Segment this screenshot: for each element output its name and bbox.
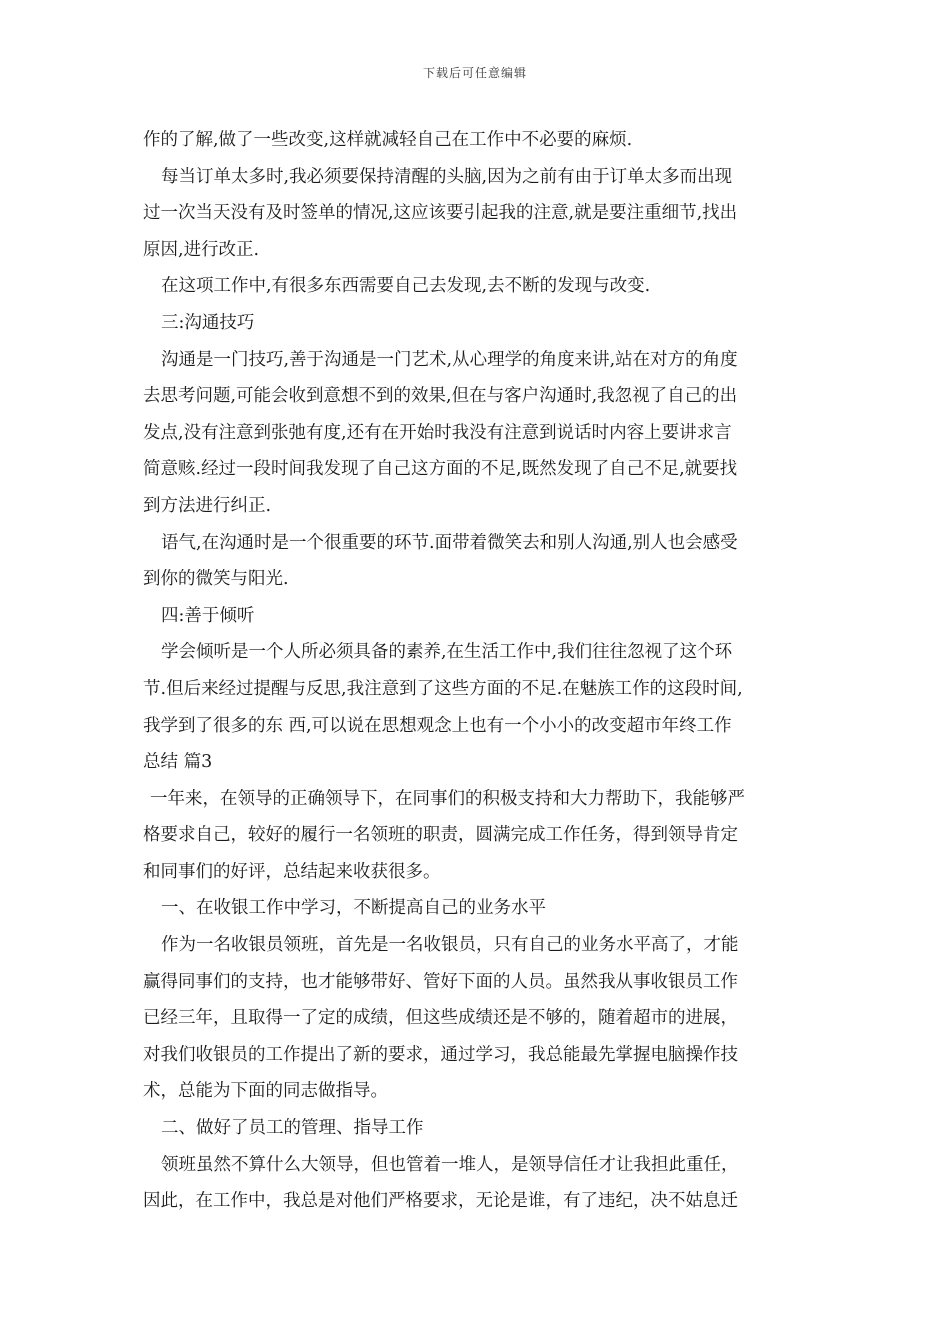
text-line: 节.但后来经过提醒与反思,我注意到了这些方面的不足.在魅族工作的这段时间,: [143, 678, 743, 699]
text-line: 因此，在工作中，我总是对他们严格要求，无论是谁，有了违纪，决不姑息迁: [143, 1191, 738, 1212]
text-line: 去思考问题,可能会收到意想不到的效果,但在与客户沟通时,我忽视了自己的出: [143, 386, 738, 407]
text-line: 过一次当天没有及时签单的情况,这应该要引起我的注意,就是要注重细节,找出: [143, 203, 738, 224]
text-line: 对我们收银员的工作提出了新的要求，通过学习，我总能最先掌握电脑操作技: [143, 1044, 738, 1065]
section-title: 总结 篇3: [143, 752, 213, 773]
text-line: 到方法进行纠正.: [143, 495, 272, 516]
text-line: 沟通是一门技巧,善于沟通是一门艺术,从心理学的角度来讲,站在对方的角度: [161, 349, 738, 370]
text-line: 术，总能为下面的同志做指导。: [143, 1081, 388, 1102]
text-line: 一年来，在领导的正确领导下，在同事们的积极支持和大力帮助下，我能够严: [150, 788, 745, 809]
section-heading: 二、做好了员工的管理、指导工作: [161, 1118, 424, 1139]
text-line: 领班虽然不算什么大领导，但也管着一堆人，是领导信任才让我担此重任，: [161, 1154, 739, 1175]
text-line: 我学到了很多的东 西,可以说在思想观念上也有一个小小的改变超市年终工作: [143, 715, 732, 736]
text-line: 发点,没有注意到张弛有度,还有在开始时我没有注意到说话时内容上要讲求言: [143, 422, 732, 443]
text-line: 原因,进行改正.: [143, 239, 260, 260]
page-header: 下载后可任意编辑: [422, 66, 527, 80]
text-line: 格要求自己，较好的履行一名领班的职责，圆满完成工作任务，得到领导肯定: [143, 825, 738, 846]
text-line: 到你的微笑与阳光.: [143, 569, 289, 590]
text-line: 学会倾听是一个人所必须具备的素养,在生活工作中,我们往往忽视了这个环: [161, 642, 733, 663]
text-line: 赢得同事们的支持，也才能够带好、管好下面的人员。虽然我从事收银员工作: [143, 971, 738, 992]
text-line: 作为一名收银员领班，首先是一名收银员，只有自己的业务水平高了，才能: [161, 935, 739, 956]
text-line: 简意赅.经过一段时间我发现了自己这方面的不足,既然发现了自己不足,就要找: [143, 459, 738, 480]
text-line: 在这项工作中,有很多东西需要自己去发现,去不断的发现与改变.: [161, 276, 651, 297]
text-line: 作的了解,做了一些改变,这样就减轻自己在工作中不必要的麻烦.: [143, 130, 633, 150]
text-line: 每当订单太多时,我必须要保持清醒的头脑,因为之前有由于订单太多而出现: [161, 166, 733, 187]
text-line: 已经三年，且取得一了定的成绩，但这些成绩还是不够的，随着超市的进展，: [143, 1008, 738, 1029]
section-heading: 三:沟通技巧: [161, 312, 255, 333]
text-line: 和同事们的好评，总结起来收获很多。: [143, 861, 441, 882]
section-heading: 四:善于倾听: [161, 605, 255, 626]
document-body: [143, 122, 808, 1220]
text-line: 语气,在沟通时是一个很重要的环节.面带着微笑去和别人沟通,别人也会感受: [161, 532, 738, 553]
section-heading: 一、在收银工作中学习，不断提高自己的业务水平: [161, 898, 546, 919]
